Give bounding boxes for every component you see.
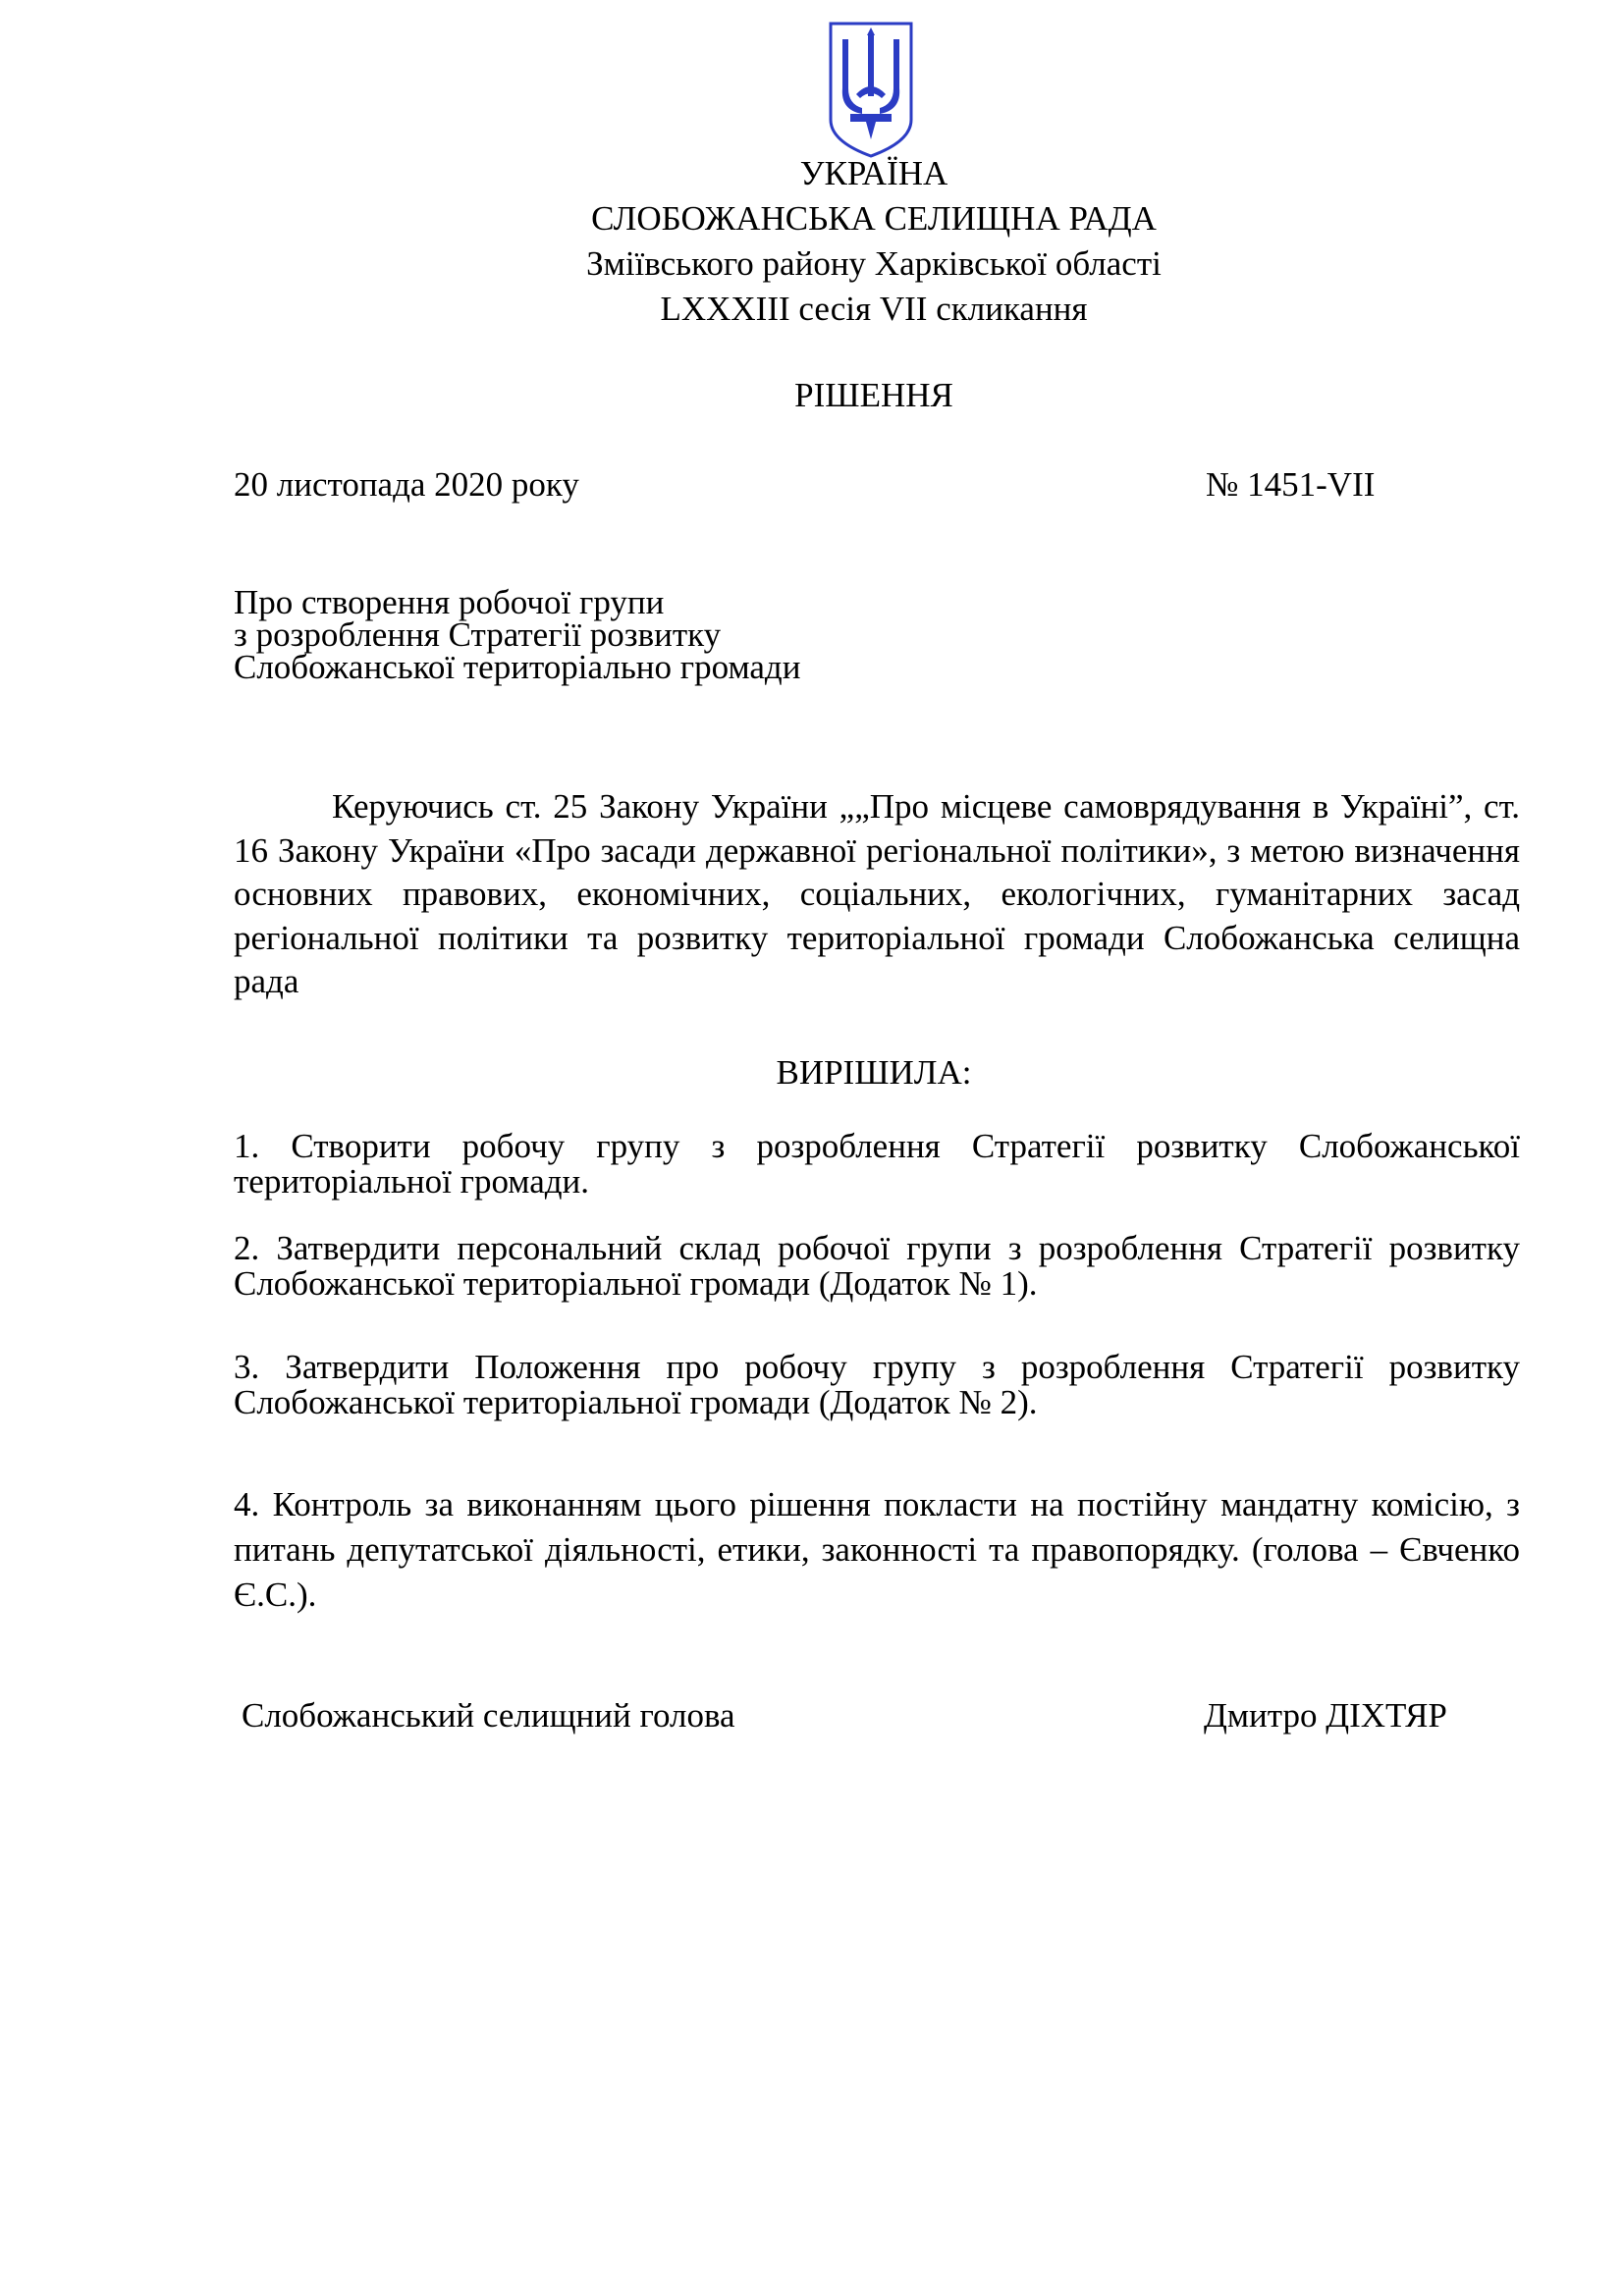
- decision-item: 4. Контроль за виконанням цього рішення покласти на постійну мандатну комісію, з питань депутатської діяльності, етики, законності та правопорядку. (голова – Євченко Є.С.).: [234, 1485, 1520, 1614]
- document-subject: [234, 583, 801, 686]
- header-country: УКРАЇНА: [799, 154, 948, 192]
- preamble-paragraph: Керуючись ст. 25 Закону України „„Про місцеве самоврядування в Україні”, ст. 16 Закону України «Про засади державної регіональної політики», з метою визначення основних правових, економічних, соціальних, екологічних, гуманітарних засад регіональної політики та розвитку територіальної громади Слобожанська селищна рада: [234, 787, 1520, 1000]
- trident-coat-of-arms-icon: [827, 20, 915, 159]
- subject-line: Слобожанської територіально громади: [234, 648, 801, 686]
- doc-type-title: РІШЕННЯ: [794, 376, 953, 414]
- header-district: Зміївського району Харківської області: [586, 244, 1162, 283]
- decision-item: 2. Затвердити персональний склад робочої групи з розроблення Стратегії розвитку Слобожанської територіальної громади (Додаток № 1).: [234, 1229, 1520, 1303]
- signature-name: Дмитро ДІХТЯР: [1204, 1696, 1447, 1735]
- decision-item: 1. Створити робочу групу з розроблення Стратегії розвитку Слобожанської територіальної громади.: [234, 1127, 1520, 1201]
- document-date: 20 листопада 2020 року: [234, 465, 579, 504]
- decided-heading: ВИРІШИЛА:: [776, 1053, 972, 1092]
- document-number: № 1451-VII: [1206, 465, 1376, 504]
- subject-line: з розроблення Стратегії розвитку: [234, 615, 722, 654]
- header-council: СЛОБОЖАНСЬКА СЕЛИЩНА РАДА: [591, 199, 1157, 238]
- subject-line: Про створення робочої групи: [234, 583, 665, 621]
- header-session: LXXXIII сесія VII скликання: [660, 290, 1088, 328]
- decision-item: 3. Затвердити Положення про робочу групу з розроблення Стратегії розвитку Слобожанської територіальної громади (Додаток № 2).: [234, 1348, 1520, 1421]
- signature-position: Слобожанський селищний голова: [242, 1696, 735, 1735]
